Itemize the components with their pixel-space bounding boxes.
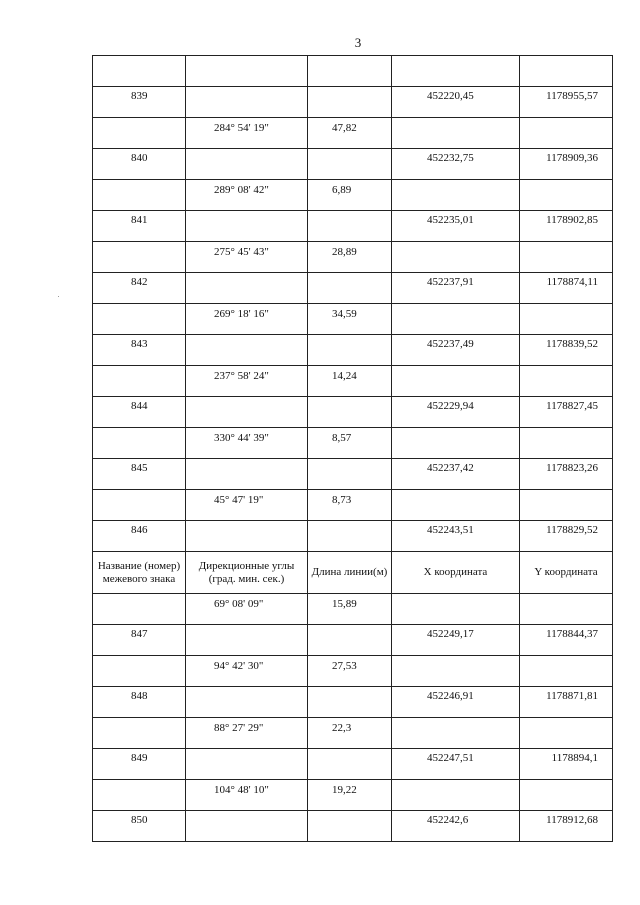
cell-y: 1178823,26 — [520, 459, 613, 490]
cell-angle: 284° 54' 19" — [186, 118, 308, 149]
cell-x: 452237,42 — [392, 459, 520, 490]
cell-angle: 275° 45' 43" — [186, 242, 308, 273]
cell-mark — [93, 56, 186, 87]
cell-y: 1178844,37 — [520, 625, 613, 656]
column-header-x: X координата — [392, 552, 520, 594]
cell-length — [308, 335, 392, 366]
column-header-y: Y координата — [520, 552, 613, 594]
column-header-row — [93, 552, 613, 594]
cell-length: 22,3 — [308, 718, 392, 749]
cell-mark — [93, 594, 186, 625]
cell-length: 8,73 — [308, 490, 392, 521]
cell-x — [392, 428, 520, 459]
cell-x — [392, 56, 520, 87]
table-row-segment — [93, 56, 613, 87]
cell-mark: 850 — [93, 811, 186, 842]
cell-y: 1178955,57 — [520, 87, 613, 118]
cell-angle — [186, 459, 308, 490]
cell-y — [520, 780, 613, 811]
cell-angle — [186, 625, 308, 656]
cell-mark: 842 — [93, 273, 186, 304]
table-row-segment — [93, 428, 613, 459]
cell-y — [520, 56, 613, 87]
cell-mark: 841 — [93, 211, 186, 242]
cell-y — [520, 118, 613, 149]
cell-x — [392, 594, 520, 625]
cell-angle — [186, 397, 308, 428]
cell-x — [392, 718, 520, 749]
cell-angle — [186, 273, 308, 304]
page-number: 3 — [354, 35, 362, 50]
table-row-segment — [93, 242, 613, 273]
cell-x: 452237,91 — [392, 273, 520, 304]
cell-mark: 839 — [93, 87, 186, 118]
cell-mark: 843 — [93, 335, 186, 366]
cell-x: 452243,51 — [392, 521, 520, 552]
table-row-mark — [93, 211, 613, 242]
cell-y: 1178874,11 — [520, 273, 613, 304]
cell-length: 19,22 — [308, 780, 392, 811]
cell-x — [392, 180, 520, 211]
cell-x: 452220,45 — [392, 87, 520, 118]
cell-length: 8,57 — [308, 428, 392, 459]
table-body — [93, 56, 613, 842]
table-row-segment — [93, 304, 613, 335]
cell-length: 28,89 — [308, 242, 392, 273]
cell-angle: 330° 44' 39" — [186, 428, 308, 459]
cell-length — [308, 273, 392, 304]
cell-y — [520, 594, 613, 625]
cell-mark — [93, 656, 186, 687]
table-row-mark — [93, 335, 613, 366]
cell-mark — [93, 490, 186, 521]
cell-angle: 69° 08' 09" — [186, 594, 308, 625]
cell-length — [308, 87, 392, 118]
cell-x: 452242,6 — [392, 811, 520, 842]
cell-length — [308, 211, 392, 242]
cell-mark: 847 — [93, 625, 186, 656]
cell-mark — [93, 428, 186, 459]
table-row-mark — [93, 397, 613, 428]
cell-length — [308, 749, 392, 780]
cell-angle — [186, 811, 308, 842]
cell-y: 1178912,68 — [520, 811, 613, 842]
table-row-segment — [93, 366, 613, 397]
cell-angle: 269° 18' 16" — [186, 304, 308, 335]
cell-mark: 849 — [93, 749, 186, 780]
table-row-mark — [93, 521, 613, 552]
table-row-segment — [93, 594, 613, 625]
cell-length — [308, 397, 392, 428]
cell-x — [392, 780, 520, 811]
table-row-segment — [93, 180, 613, 211]
cell-length — [308, 811, 392, 842]
cell-x — [392, 118, 520, 149]
cell-angle — [186, 335, 308, 366]
table-row-segment — [93, 718, 613, 749]
cell-x: 452232,75 — [392, 149, 520, 180]
table-row-segment — [93, 118, 613, 149]
cell-mark — [93, 780, 186, 811]
cell-length — [308, 56, 392, 87]
cell-angle — [186, 749, 308, 780]
cell-angle: 94° 42' 30" — [186, 656, 308, 687]
cell-mark — [93, 180, 186, 211]
cell-y: 1178894,1 — [520, 749, 613, 780]
cell-y: 1178839,52 — [520, 335, 613, 366]
cell-angle — [186, 687, 308, 718]
cell-x: 452247,51 — [392, 749, 520, 780]
cell-x — [392, 304, 520, 335]
cell-y: 1178909,36 — [520, 149, 613, 180]
column-header-length: Длина линии(м) — [308, 552, 392, 594]
cell-y — [520, 656, 613, 687]
cell-angle — [186, 521, 308, 552]
cell-x: 452246,91 — [392, 687, 520, 718]
table-row-mark — [93, 811, 613, 842]
cell-y — [520, 718, 613, 749]
cell-mark: 848 — [93, 687, 186, 718]
table-row-mark — [93, 149, 613, 180]
cell-length: 6,89 — [308, 180, 392, 211]
cell-length: 27,53 — [308, 656, 392, 687]
cell-x: 452229,94 — [392, 397, 520, 428]
cell-length — [308, 687, 392, 718]
cell-x — [392, 656, 520, 687]
cell-angle — [186, 56, 308, 87]
cell-mark — [93, 718, 186, 749]
scan-speck — [58, 296, 59, 297]
cell-length — [308, 521, 392, 552]
cell-mark: 840 — [93, 149, 186, 180]
table-row-mark — [93, 687, 613, 718]
cell-y — [520, 428, 613, 459]
cell-mark: 844 — [93, 397, 186, 428]
cell-angle: 237° 58' 24" — [186, 366, 308, 397]
cell-length: 34,59 — [308, 304, 392, 335]
cell-y: 1178829,52 — [520, 521, 613, 552]
cell-length: 14,24 — [308, 366, 392, 397]
cell-y: 1178827,45 — [520, 397, 613, 428]
table-row-segment — [93, 490, 613, 521]
cell-y — [520, 366, 613, 397]
cell-x: 452249,17 — [392, 625, 520, 656]
table-row-mark — [93, 459, 613, 490]
cell-mark — [93, 118, 186, 149]
cell-angle: 88° 27' 29" — [186, 718, 308, 749]
cell-angle — [186, 149, 308, 180]
table-row-segment — [93, 656, 613, 687]
cell-y: 1178902,85 — [520, 211, 613, 242]
cell-y: 1178871,81 — [520, 687, 613, 718]
table-row-mark — [93, 625, 613, 656]
cell-angle: 104° 48' 10" — [186, 780, 308, 811]
cell-x — [392, 366, 520, 397]
cell-x: 452237,49 — [392, 335, 520, 366]
table-row-mark — [93, 749, 613, 780]
cell-x — [392, 490, 520, 521]
boundary-coordinates-table — [92, 55, 613, 842]
cell-length — [308, 149, 392, 180]
cell-length — [308, 625, 392, 656]
cell-length: 15,89 — [308, 594, 392, 625]
column-header-angle: Дирекционные углы (град. мин. сек.) — [186, 552, 308, 594]
cell-angle: 45° 47' 19" — [186, 490, 308, 521]
cell-mark — [93, 304, 186, 335]
cell-mark — [93, 366, 186, 397]
cell-angle — [186, 211, 308, 242]
cell-angle — [186, 87, 308, 118]
cell-length: 47,82 — [308, 118, 392, 149]
cell-y — [520, 304, 613, 335]
cell-angle: 289° 08' 42" — [186, 180, 308, 211]
cell-x: 452235,01 — [392, 211, 520, 242]
cell-y — [520, 180, 613, 211]
column-header-mark: Название (номер) межевого знака — [93, 552, 186, 594]
cell-x — [392, 242, 520, 273]
cell-y — [520, 490, 613, 521]
table-row-segment — [93, 780, 613, 811]
cell-length — [308, 459, 392, 490]
cell-mark: 846 — [93, 521, 186, 552]
cell-y — [520, 242, 613, 273]
cell-mark — [93, 242, 186, 273]
table-row-mark — [93, 273, 613, 304]
table-row-mark — [93, 87, 613, 118]
cell-mark: 845 — [93, 459, 186, 490]
